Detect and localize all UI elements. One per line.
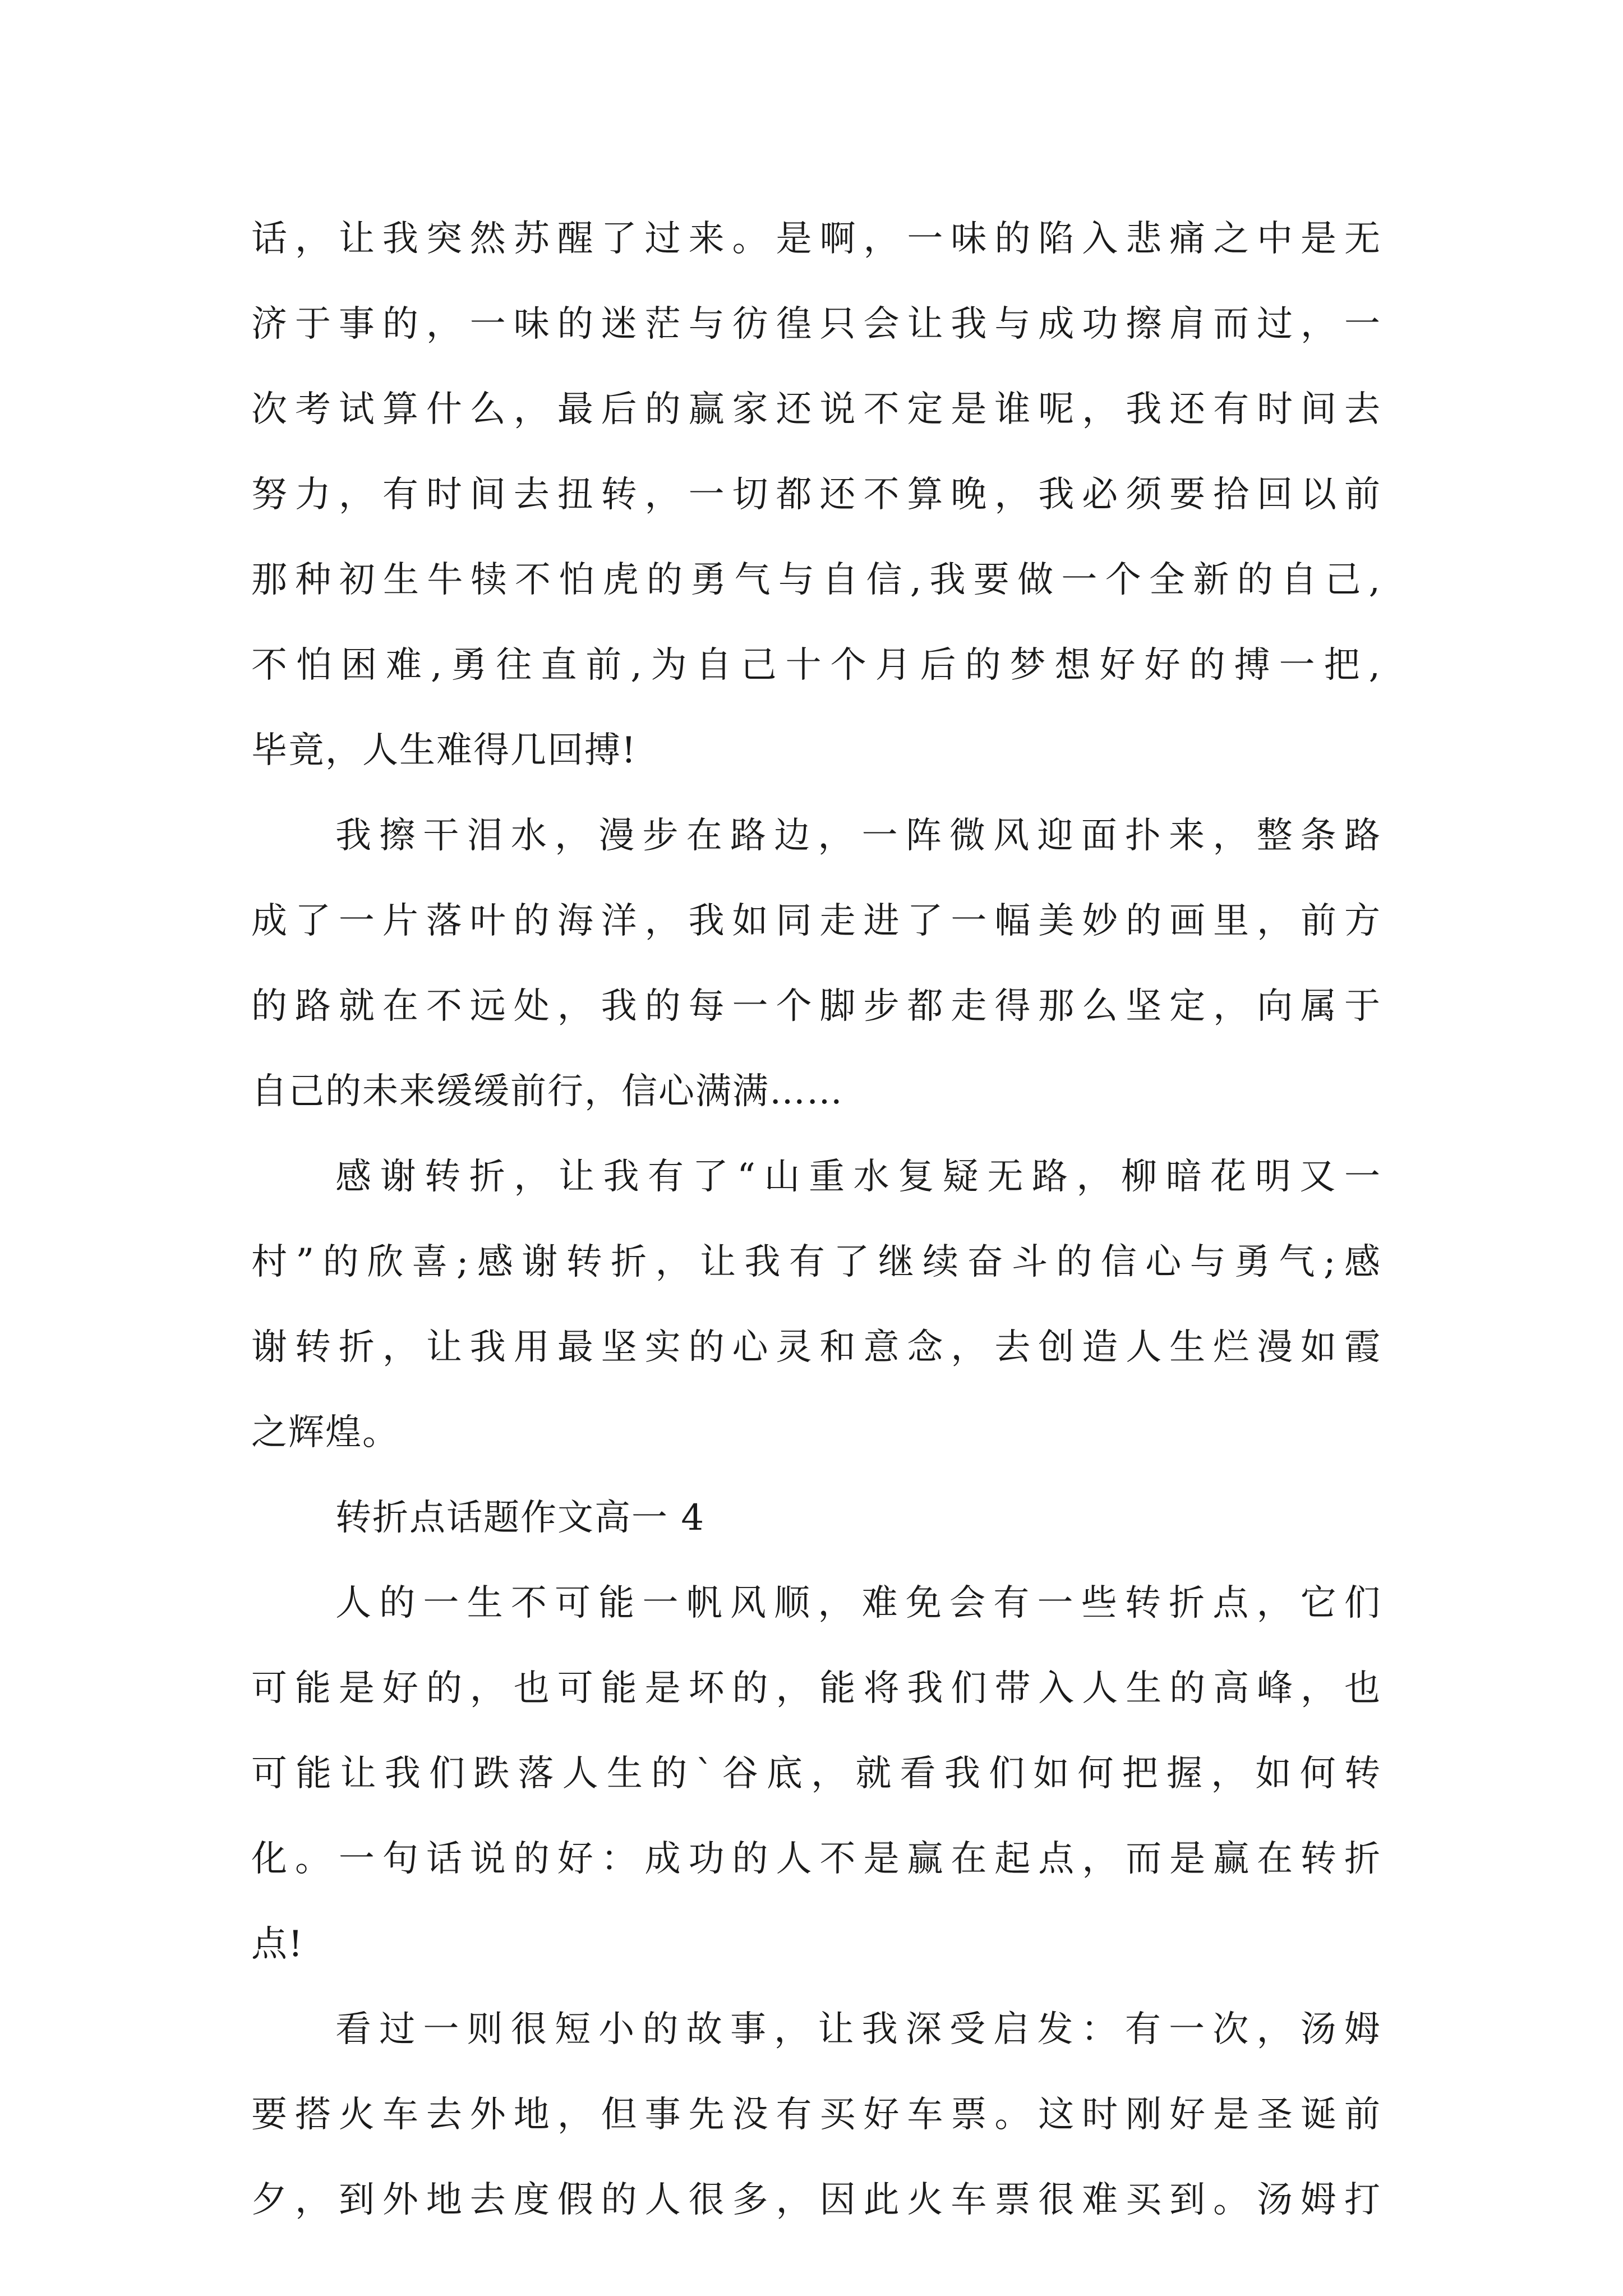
text-line: 化。一句话说的好：成功的人不是赢在起点，而是赢在转折 bbox=[251, 1838, 1381, 1880]
text-line: 感谢转折，让我有了“山重水复疑无路，柳暗花明又一 bbox=[335, 1156, 1381, 1198]
paragraph-5 bbox=[251, 1987, 1381, 2243]
text-line: 我擦干泪水，漫步在路边，一阵微风迎面扑来，整条路 bbox=[335, 815, 1381, 857]
text-line: 自己的未来缓缓前行，信心满满…… bbox=[251, 1071, 843, 1112]
text-line: 点! bbox=[251, 1924, 304, 1965]
paragraph-3 bbox=[251, 1134, 1381, 1475]
text-line: 成了一片落叶的海洋，我如同走进了一幅美妙的画里，前方 bbox=[251, 900, 1381, 942]
text-line: 要搭火车去外地，但事先没有买好车票。这时刚好是圣诞前 bbox=[251, 2094, 1381, 2136]
paragraph-1 bbox=[251, 196, 1381, 793]
text-line: 的路就在不远处，我的每一个脚步都走得那么坚定，向属于 bbox=[251, 986, 1381, 1027]
text-line: 努力，有时间去扭转，一切都还不算晚，我必须要拾回以前 bbox=[251, 474, 1381, 516]
text-line: 不怕困难,勇往直前,为自己十个月后的梦想好好的搏一把, bbox=[251, 645, 1381, 686]
text-line: 济于事的，一味的迷茫与彷徨只会让我与成功擦肩而过，一 bbox=[251, 303, 1381, 345]
section-heading bbox=[251, 1475, 1381, 1561]
paragraph-2 bbox=[251, 793, 1381, 1134]
text-line: 可能让我们跌落人生的`谷底，就看我们如何把握，如何转 bbox=[251, 1753, 1381, 1795]
paragraph-4 bbox=[251, 1561, 1381, 1987]
heading-line: 转折点话题作文高一 4 bbox=[335, 1497, 706, 1539]
text-line: 看过一则很短小的故事，让我深受启发：有一次，汤姆 bbox=[335, 2009, 1381, 2050]
text-line: 人的一生不可能一帆风顺，难免会有一些转折点，它们 bbox=[335, 1582, 1381, 1624]
text-line: 毕竟，人生难得几回搏! bbox=[251, 730, 637, 771]
text-line: 夕，到外地去度假的人很多，因此火车票很难买到。汤姆打 bbox=[251, 2179, 1381, 2221]
text-line: 那种初生牛犊不怕虎的勇气与自信,我要做一个全新的自己, bbox=[251, 559, 1381, 601]
text-line: 次考试算什么，最后的赢家还说不定是谁呢，我还有时间去 bbox=[251, 389, 1381, 430]
document-page bbox=[251, 196, 1381, 2243]
text-line: 话，让我突然苏醒了过来。是啊，一味的陷入悲痛之中是无 bbox=[251, 218, 1381, 260]
text-line: 谢转折，让我用最坚实的心灵和意念，去创造人生烂漫如霞 bbox=[251, 1327, 1381, 1368]
text-line: 可能是好的，也可能是坏的，能将我们带入人生的高峰，也 bbox=[251, 1668, 1381, 1709]
text-line: 之辉煌。 bbox=[251, 1412, 399, 1453]
text-line: 村”的欣喜;感谢转折，让我有了继续奋斗的信心与勇气;感 bbox=[251, 1241, 1381, 1283]
